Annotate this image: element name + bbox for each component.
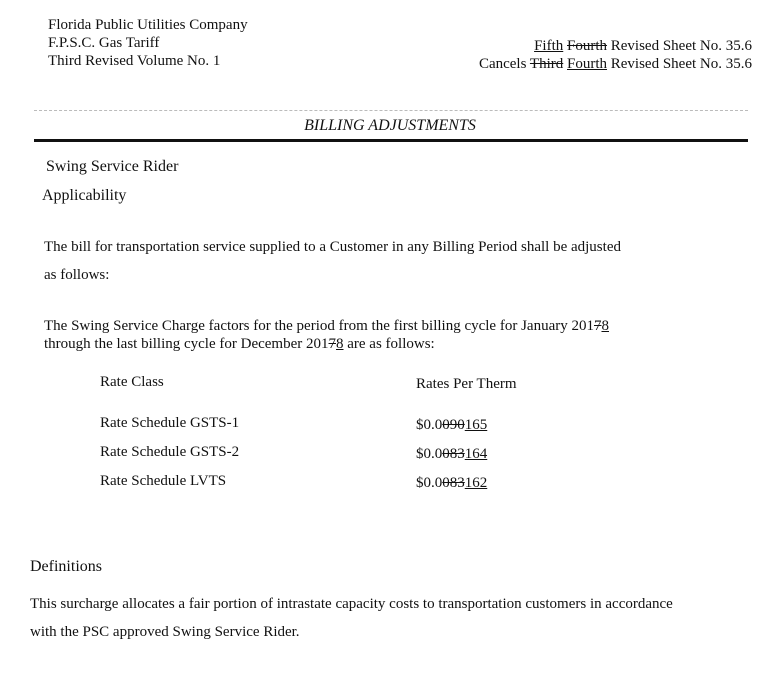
- title-rule: [34, 139, 748, 142]
- para2-line2-text: through the last billing cycle for December 201: [44, 336, 329, 352]
- definition-line2: with the PSC approved Swing Service Rider.: [30, 624, 300, 640]
- cancels-label: Cancels: [478, 56, 527, 72]
- tariff-volume: Third Revised Volume No. 1: [48, 53, 221, 69]
- rate-class-cell: Rate Schedule GSTS-2: [100, 444, 240, 460]
- cancels-new-revision: Fourth: [567, 56, 608, 72]
- para2-line2-new-year: 8: [336, 336, 344, 352]
- rate-prefix: $0.0: [416, 475, 443, 491]
- rate-new-value: 162: [464, 475, 488, 491]
- sheet-struck-revision: Fourth: [567, 38, 608, 54]
- para2-line1-new-year: 8: [601, 318, 609, 334]
- sheet-number: [534, 37, 752, 55]
- rate-class-cell: Rate Schedule GSTS-1: [100, 415, 240, 431]
- definition-line1: This surcharge allocates a fair portion of intrastate capacity costs to transportation customers in accordance: [30, 596, 673, 612]
- para1-line2: as follows:: [44, 267, 110, 283]
- rate-value-cell: [416, 417, 487, 434]
- para1-line1: The bill for transportation service supplied to a Customer in any Billing Period shall be adjusted: [44, 239, 621, 255]
- sheet-label: Revised Sheet No. 35.6: [610, 38, 752, 54]
- cancels-sheet-label: Revised Sheet No. 35.6: [610, 56, 752, 72]
- company-name: Florida Public Utilities Company: [48, 17, 248, 33]
- cancels-sheet: [479, 55, 752, 73]
- rider-name: Swing Service Rider: [46, 158, 179, 175]
- rate-value-cell: [416, 475, 487, 492]
- rate-new-value: 164: [464, 446, 488, 462]
- cancels-struck-revision: Third: [529, 56, 564, 72]
- definitions-heading: Definitions: [30, 558, 102, 575]
- rate-class-cell: Rate Schedule LVTS: [100, 473, 227, 489]
- rate-struck-value: 090: [442, 417, 465, 433]
- para2-line2: [44, 336, 435, 353]
- rate-struck-value: 083: [442, 475, 465, 491]
- para2-line1: [44, 318, 609, 335]
- rate-prefix: $0.0: [416, 417, 443, 433]
- rate-new-value: 165: [464, 417, 488, 433]
- header-divider: [34, 110, 748, 111]
- rate-struck-value: 083: [442, 446, 465, 462]
- tariff-name: F.P.S.C. Gas Tariff: [48, 35, 160, 51]
- para2-line2-tail: are as follows:: [343, 336, 435, 352]
- para2-line1-struck-year: 7: [593, 318, 602, 334]
- sheet-new-revision: Fifth: [534, 38, 564, 54]
- rate-value-cell: [416, 446, 487, 463]
- para2-line1-text: The Swing Service Charge factors for the period from the first billing cycle for January 201: [44, 318, 594, 334]
- rate-prefix: $0.0: [416, 446, 443, 462]
- para2-line2-struck-year: 7: [328, 336, 336, 352]
- rates-per-therm-header: Rates Per Therm: [416, 376, 517, 392]
- applicability-heading: Applicability: [42, 187, 127, 204]
- rate-class-header: Rate Class: [100, 374, 164, 390]
- section-title: BILLING ADJUSTMENTS: [304, 117, 476, 134]
